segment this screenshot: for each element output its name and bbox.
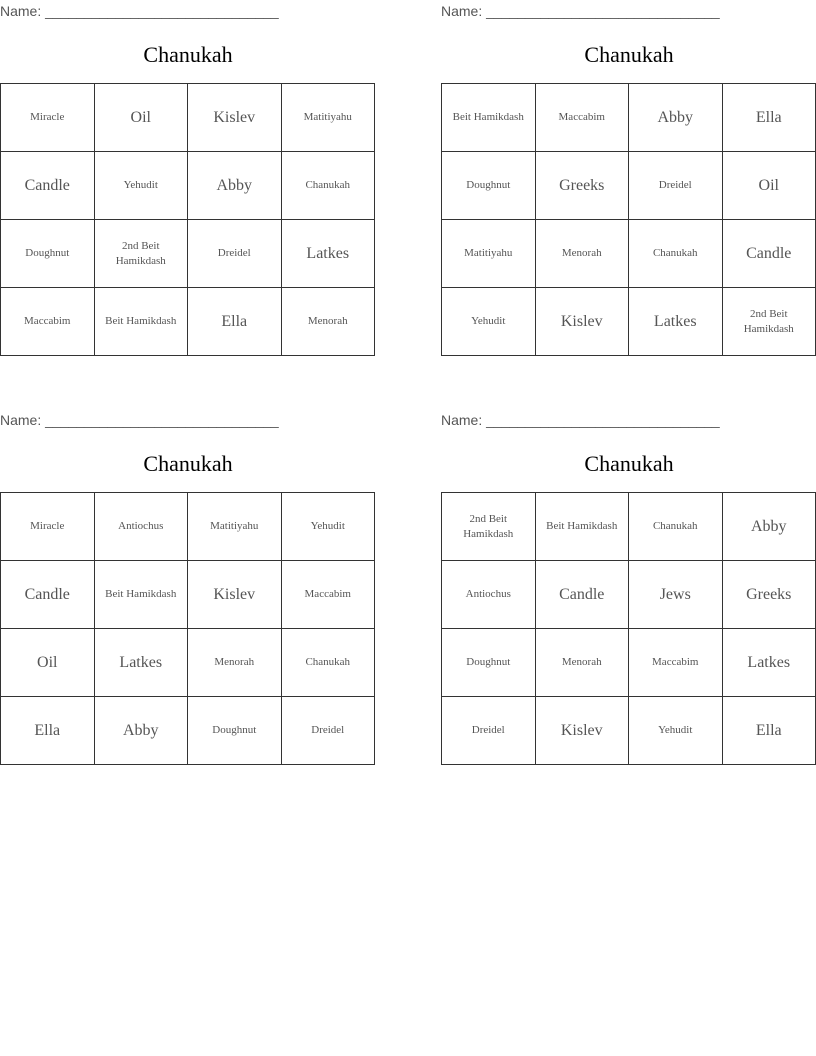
grid-row [442,152,816,220]
bingo-cell: Matitiyahu [442,220,536,288]
bingo-cell: Latkes [629,288,723,356]
grid-row [1,493,375,561]
bingo-cell: Miracle [1,493,95,561]
bingo-cell: Candle [722,220,816,288]
grid-row [442,629,816,697]
bingo-card [441,2,816,335]
card-title: Chanukah [143,42,233,67]
bingo-cell: Dreidel [188,220,282,288]
card-title: Chanukah [143,451,233,476]
bingo-cell: Beit Hamikdash [94,288,188,356]
bingo-cell: Chanukah [281,629,375,697]
bingo-cell: Abby [722,493,816,561]
bingo-cell: Beit Hamikdash [535,493,629,561]
bingo-cell: Ella [722,697,816,765]
bingo-cell: Dreidel [629,152,723,220]
bingo-cell: Dreidel [442,697,536,765]
bingo-cell: Latkes [722,629,816,697]
bingo-cell: Oil [94,84,188,152]
name-field-label: Name: ______________________________ [0,3,279,19]
bingo-cell: Dreidel [281,697,375,765]
bingo-grid [0,83,375,356]
bingo-cell: Chanukah [629,493,723,561]
bingo-cell: Doughnut [442,152,536,220]
bingo-cell: Abby [94,697,188,765]
bingo-cell: Menorah [281,288,375,356]
grid-row [1,152,375,220]
bingo-card [0,411,376,739]
grid-row [1,220,375,288]
grid-row [1,288,375,356]
bingo-cell: Doughnut [442,629,536,697]
bingo-cell: 2nd Beit Hamikdash [442,493,536,561]
bingo-cell: Ella [722,84,816,152]
name-field-label: Name: ______________________________ [441,3,720,19]
bingo-cell: Chanukah [629,220,723,288]
bingo-cell: Candle [1,561,95,629]
grid-row [1,697,375,765]
bingo-cell: Beit Hamikdash [442,84,536,152]
bingo-cell: Menorah [535,629,629,697]
grid-row [1,84,375,152]
bingo-cell: Kislev [535,697,629,765]
bingo-cell: Latkes [94,629,188,697]
bingo-cell: Matitiyahu [281,84,375,152]
bingo-cell: Kislev [188,84,282,152]
bingo-cell: Greeks [722,561,816,629]
bingo-cell: Yehudit [629,697,723,765]
bingo-cell: Kislev [188,561,282,629]
bingo-cell: Jews [629,561,723,629]
card-title: Chanukah [584,42,674,67]
bingo-cell: Antiochus [94,493,188,561]
bingo-cell: Kislev [535,288,629,356]
grid-row [1,629,375,697]
bingo-cell: 2nd Beit Hamikdash [722,288,816,356]
grid-row [442,84,816,152]
bingo-cell: Beit Hamikdash [94,561,188,629]
bingo-grid [441,83,816,356]
grid-row [442,220,816,288]
bingo-cell: Ella [188,288,282,356]
bingo-card [441,411,816,739]
bingo-cell: Yehudit [94,152,188,220]
bingo-cell: Miracle [1,84,95,152]
bingo-cell: Ella [1,697,95,765]
name-field-label: Name: ______________________________ [441,412,720,428]
bingo-cell: Oil [1,629,95,697]
bingo-cell: Menorah [188,629,282,697]
bingo-cell: Maccabim [535,84,629,152]
bingo-cell: Maccabim [1,288,95,356]
bingo-cell: Doughnut [188,697,282,765]
bingo-cell: Matitiyahu [188,493,282,561]
bingo-cell: Candle [1,152,95,220]
grid-row [442,288,816,356]
grid-row [1,561,375,629]
grid-row [442,561,816,629]
name-field-label: Name: ______________________________ [0,412,279,428]
bingo-cell: Maccabim [281,561,375,629]
grid-row [442,493,816,561]
grid-row [442,697,816,765]
bingo-cell: Abby [188,152,282,220]
bingo-cell: Candle [535,561,629,629]
bingo-cell: Chanukah [281,152,375,220]
bingo-cell: Oil [722,152,816,220]
bingo-cell: 2nd Beit Hamikdash [94,220,188,288]
bingo-cell: Yehudit [442,288,536,356]
bingo-cell: Menorah [535,220,629,288]
card-title: Chanukah [584,451,674,476]
bingo-card [0,2,376,330]
bingo-cell: Abby [629,84,723,152]
bingo-cell: Antiochus [442,561,536,629]
bingo-cell: Maccabim [629,629,723,697]
bingo-grid [0,492,375,765]
bingo-cell: Yehudit [281,493,375,561]
bingo-grid [441,492,816,765]
bingo-cell: Greeks [535,152,629,220]
bingo-cell: Latkes [281,220,375,288]
bingo-cell: Doughnut [1,220,95,288]
